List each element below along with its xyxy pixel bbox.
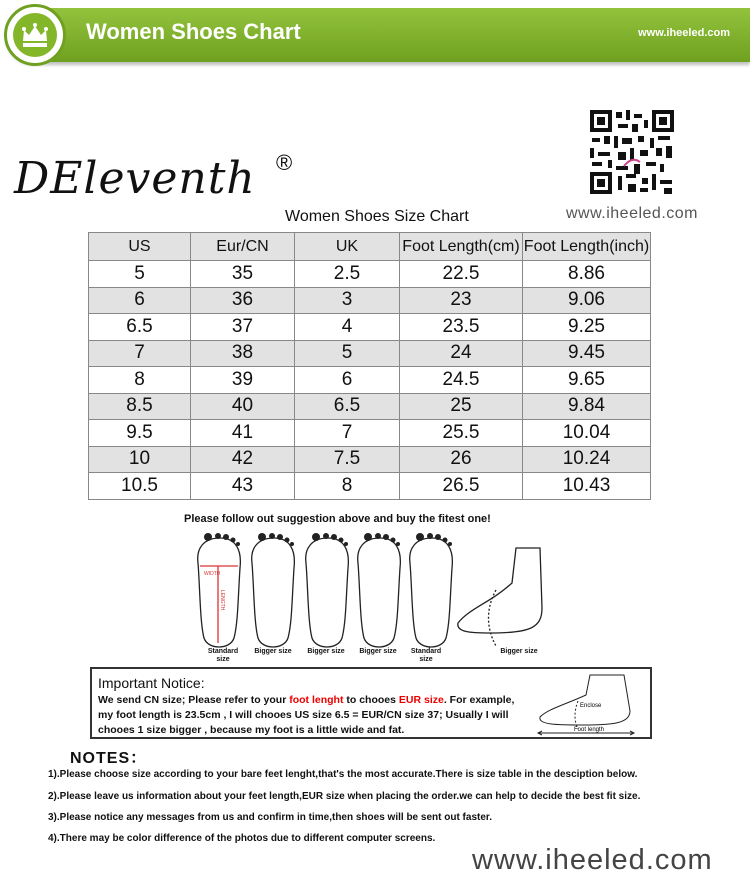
- table-cell: 10.43: [523, 473, 651, 500]
- foot-label: Standard size: [207, 648, 239, 663]
- table-cell: 8.5: [89, 393, 191, 420]
- foot-label: Bigger size: [359, 648, 397, 655]
- enclose-label: Enclose: [580, 703, 602, 709]
- table-cell: 7.5: [295, 446, 400, 473]
- note-item: 2).Please leave us information about your feet length,EUR size when placing the order.we can help to decide the best fit size.: [48, 791, 641, 802]
- foot-label: Bigger size: [500, 648, 538, 655]
- table-cell: 25.5: [400, 420, 523, 447]
- table-cell: 42: [191, 446, 295, 473]
- foot-label: Bigger size: [254, 648, 292, 655]
- table-cell: 39: [191, 367, 295, 394]
- table-cell: 9.45: [523, 340, 651, 367]
- column-header: Eur/CN: [191, 233, 295, 261]
- chart-title: Women Shoes Size Chart: [285, 208, 469, 225]
- table-cell: 37: [191, 314, 295, 341]
- table-cell: 24: [400, 340, 523, 367]
- length-label: LENGTH: [219, 590, 225, 611]
- width-label: WIDTH: [204, 571, 221, 577]
- notice-line-1: We send CN size; Please refer to your foot lenght to chooes EUR size. For example,: [98, 694, 515, 706]
- table-cell: 9.06: [523, 287, 651, 314]
- suggestion-text: Please follow out suggestion above and buy the fitest one!: [184, 513, 491, 525]
- table-row: [89, 446, 651, 473]
- site-url-large: www.iheeled.com: [472, 844, 713, 876]
- logo: [4, 4, 66, 66]
- table-cell: 5: [295, 340, 400, 367]
- foot-label: Standard size: [410, 648, 442, 663]
- table-row: [89, 420, 651, 447]
- table-cell: 4: [295, 314, 400, 341]
- table-cell: 5: [89, 261, 191, 288]
- notice-line-2: my foot length is 23.5cm , I will chooes US size 6.5 = EUR/CN size 37; Usually I will: [98, 709, 509, 721]
- table-header-row: [89, 233, 651, 261]
- table-cell: 6.5: [89, 314, 191, 341]
- table-cell: 10.04: [523, 420, 651, 447]
- feet-illustration: [190, 528, 570, 668]
- table-row: [89, 473, 651, 500]
- table-cell: 8: [89, 367, 191, 394]
- column-header: Foot Length(inch): [523, 233, 651, 261]
- table-row: [89, 314, 651, 341]
- table-cell: 9.65: [523, 367, 651, 394]
- important-notice: [90, 667, 652, 739]
- table-row: [89, 287, 651, 314]
- table-body: [89, 261, 651, 500]
- table-cell: 36: [191, 287, 295, 314]
- size-table: [88, 232, 651, 500]
- column-header: UK: [295, 233, 400, 261]
- table-cell: 6: [89, 287, 191, 314]
- table-row: [89, 393, 651, 420]
- crown-icon: [13, 13, 57, 57]
- note-item: 1).Please choose size according to your bare feet lenght,that's the most accurate.There is size table in the desciption below.: [48, 769, 638, 780]
- table-cell: 41: [191, 420, 295, 447]
- note-item: 4).There may be color difference of the photos due to different computer screens.: [48, 833, 436, 844]
- table-cell: 25: [400, 393, 523, 420]
- table-cell: 3: [295, 287, 400, 314]
- table-cell: 10.5: [89, 473, 191, 500]
- column-header: Foot Length(cm): [400, 233, 523, 261]
- page-title: Women Shoes Chart: [86, 19, 301, 44]
- table-row: [89, 261, 651, 288]
- table-cell: 8: [295, 473, 400, 500]
- table-cell: 22.5: [400, 261, 523, 288]
- table-cell: 43: [191, 473, 295, 500]
- table-cell: 23: [400, 287, 523, 314]
- site-url-small: www.iheeled.com: [566, 205, 698, 222]
- table-cell: 7: [89, 340, 191, 367]
- brand-name: DEleventh: [14, 153, 256, 204]
- table-cell: 24.5: [400, 367, 523, 394]
- table-cell: 26.5: [400, 473, 523, 500]
- table-cell: 9.5: [89, 420, 191, 447]
- table-cell: 7: [295, 420, 400, 447]
- registered-mark: ®: [276, 150, 293, 175]
- foot-length-label: Foot length: [574, 727, 605, 733]
- table-cell: 26: [400, 446, 523, 473]
- qr-code-icon: [588, 108, 676, 196]
- foot-measure-illustration: [534, 671, 644, 737]
- table-cell: 6: [295, 367, 400, 394]
- note-item: 3).Please notice any messages from us and confirm in time,then shoes will be sent out faster.: [48, 812, 493, 823]
- table-cell: 35: [191, 261, 295, 288]
- table-cell: 10: [89, 446, 191, 473]
- header: [0, 0, 750, 70]
- table-cell: 38: [191, 340, 295, 367]
- header-url: www.iheeled.com: [638, 27, 730, 39]
- table-cell: 40: [191, 393, 295, 420]
- table-cell: 9.84: [523, 393, 651, 420]
- table-cell: 8.86: [523, 261, 651, 288]
- table-cell: 10.24: [523, 446, 651, 473]
- notes-title: NOTES：: [70, 750, 148, 767]
- table-cell: 9.25: [523, 314, 651, 341]
- column-header: US: [89, 233, 191, 261]
- table-row: [89, 340, 651, 367]
- foot-label: Bigger size: [307, 648, 345, 655]
- table-cell: 2.5: [295, 261, 400, 288]
- notice-line-3: chooes 1 size bigger , because my foot is a little wide and fat.: [98, 724, 405, 736]
- table-cell: 6.5: [295, 393, 400, 420]
- table-cell: 23.5: [400, 314, 523, 341]
- notice-title: Important Notice:: [98, 675, 205, 691]
- table-row: [89, 367, 651, 394]
